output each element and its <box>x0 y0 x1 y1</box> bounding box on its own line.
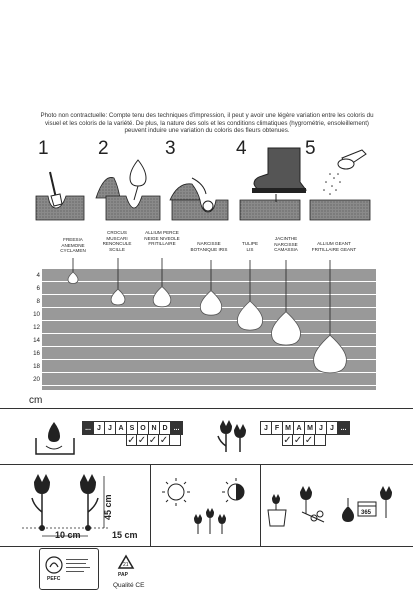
bulb-division-icon <box>342 498 354 522</box>
pefc-logo <box>39 548 99 590</box>
depth-tick: 10 <box>33 311 40 318</box>
step-1-number: 1 <box>38 138 49 159</box>
depth-tick: 14 <box>33 337 40 344</box>
step-4-boot-icon <box>240 148 306 220</box>
flowering-month: J <box>316 422 327 434</box>
quality-label: Qualité CE <box>113 582 145 589</box>
bulb-marker <box>314 335 347 373</box>
planting-month-strip <box>82 421 183 435</box>
planting-month: J <box>94 422 105 434</box>
flowering-month: F <box>272 422 283 434</box>
bulb-marker <box>111 289 125 305</box>
month-empty-cell <box>271 434 282 446</box>
depth-spacing-label: 10 cm <box>55 530 81 540</box>
depth-tick: 20 <box>33 376 40 383</box>
month-empty-cell <box>260 434 271 446</box>
step-4-number: 4 <box>236 138 247 159</box>
planting-check-strip <box>82 434 181 446</box>
planting-month: ... <box>171 422 182 434</box>
flowering-month: ... <box>338 422 349 434</box>
month-empty-cell <box>326 434 337 446</box>
step-1-shovel-icon <box>36 172 84 220</box>
month-check-icon: ✓ <box>293 435 303 446</box>
pot-plant-icon <box>268 494 286 526</box>
divider <box>0 464 413 465</box>
planting-month: A <box>116 422 127 434</box>
bulb-label-narcisse-botanique: NARCISSE BOTANIQUE IRIS <box>190 241 228 252</box>
recycle-icon <box>116 554 136 572</box>
disclaimer-text: Photo non contractuelle: Compte tenu des techniques d'impression, il peut y avoir une légère variation entre les coloris du visuel et les coloris de la variété. De plus, la nature des sols et les conditions climatiques (hygrométrie, ensoleillement) peuvent induire une variation du coloris des fleurs obtenues. <box>40 112 374 135</box>
calendar-365-icon <box>358 502 376 516</box>
month-check-icon: ✓ <box>304 435 314 446</box>
flowering-month: J <box>261 422 272 434</box>
depth-tick: 12 <box>33 324 40 331</box>
month-empty-cell <box>104 434 115 446</box>
bulb-label-allium-geant: ALLIUM GEANT FRITILLAIRE GEANT <box>311 241 357 252</box>
bulb-label-freesia: FREESIA ANEMONE CYCLAMEN <box>60 237 86 254</box>
width-spacing-label: 15 cm <box>112 530 138 540</box>
planting-month: S <box>127 422 138 434</box>
divider <box>260 464 261 546</box>
flowering-month: J <box>327 422 338 434</box>
flowering-month: M <box>305 422 316 434</box>
planting-month: ... <box>83 422 94 434</box>
depth-tick: 6 <box>36 285 40 292</box>
planting-steps <box>0 138 413 226</box>
bulb-marker <box>153 287 171 307</box>
month-empty-cell <box>315 434 326 446</box>
planting-month: D <box>160 422 171 434</box>
recycle-label: PAP <box>118 572 128 578</box>
depth-tick: 16 <box>33 350 40 357</box>
divider <box>0 408 413 409</box>
month-check-icon: ✓ <box>283 435 292 446</box>
bulb-marker <box>237 301 262 330</box>
height-label: 45 cm <box>103 494 113 520</box>
bulb-marker <box>200 291 221 316</box>
planting-month: O <box>138 422 149 434</box>
flowering-month: A <box>294 422 305 434</box>
care-illustration <box>262 478 402 550</box>
bulb-label-jacinthe: JACINTHE NARCISSE CAMASSIA <box>274 236 298 253</box>
bulb-depth-markers <box>0 228 413 408</box>
planting-month: N <box>149 422 160 434</box>
month-empty-cell <box>115 434 126 446</box>
bulb-marker <box>68 272 78 284</box>
month-check-icon: ✓ <box>137 435 147 446</box>
month-empty-cell <box>82 434 93 446</box>
divider <box>150 464 151 546</box>
flowering-month: M <box>283 422 294 434</box>
bulb-label-tulipe: TULIPE LIS <box>241 241 259 252</box>
bulb-label-allium: ALLIUM PERCE NEIGE NIVEOLE FRITILLAIRE <box>144 230 180 247</box>
flowering-check-strip <box>260 434 348 446</box>
month-empty-cell <box>170 434 181 446</box>
divider <box>0 546 413 547</box>
depth-tick: 18 <box>33 363 40 370</box>
full-sun-icon <box>168 484 184 500</box>
month-empty-cell <box>93 434 104 446</box>
depth-unit-label: cm <box>29 395 43 406</box>
planting-month: J <box>105 422 116 434</box>
month-empty-cell <box>337 434 348 446</box>
step-3-number: 3 <box>165 138 176 159</box>
step-2-bulb-icon <box>96 160 160 220</box>
step-5-number: 5 <box>305 138 316 159</box>
month-check-icon: ✓ <box>159 435 169 446</box>
bulb-marker <box>272 312 301 345</box>
bulb-label-crocus: CROCUS MUSCARI RENONCULE SCILLE <box>102 230 132 252</box>
step-5-watering-can-icon <box>310 150 370 220</box>
pefc-label: PEFC <box>47 576 61 582</box>
flowering-month-strip <box>260 421 350 435</box>
tulip-icon <box>380 486 392 518</box>
scissors-icon <box>300 486 324 522</box>
depth-tick: 8 <box>36 298 40 305</box>
steps-illustration <box>0 138 413 226</box>
month-check-icon: ✓ <box>148 435 158 446</box>
month-check-icon: ✓ <box>127 435 136 446</box>
depth-tick: 4 <box>36 272 40 279</box>
step-2-number: 2 <box>98 138 109 159</box>
tulip-flowers-icon <box>212 418 252 454</box>
sun-exposure-illustration <box>158 472 258 544</box>
recycle-code: 21 <box>123 562 129 568</box>
step-3-cover-icon <box>170 178 228 220</box>
svg-text:365: 365 <box>361 510 372 516</box>
